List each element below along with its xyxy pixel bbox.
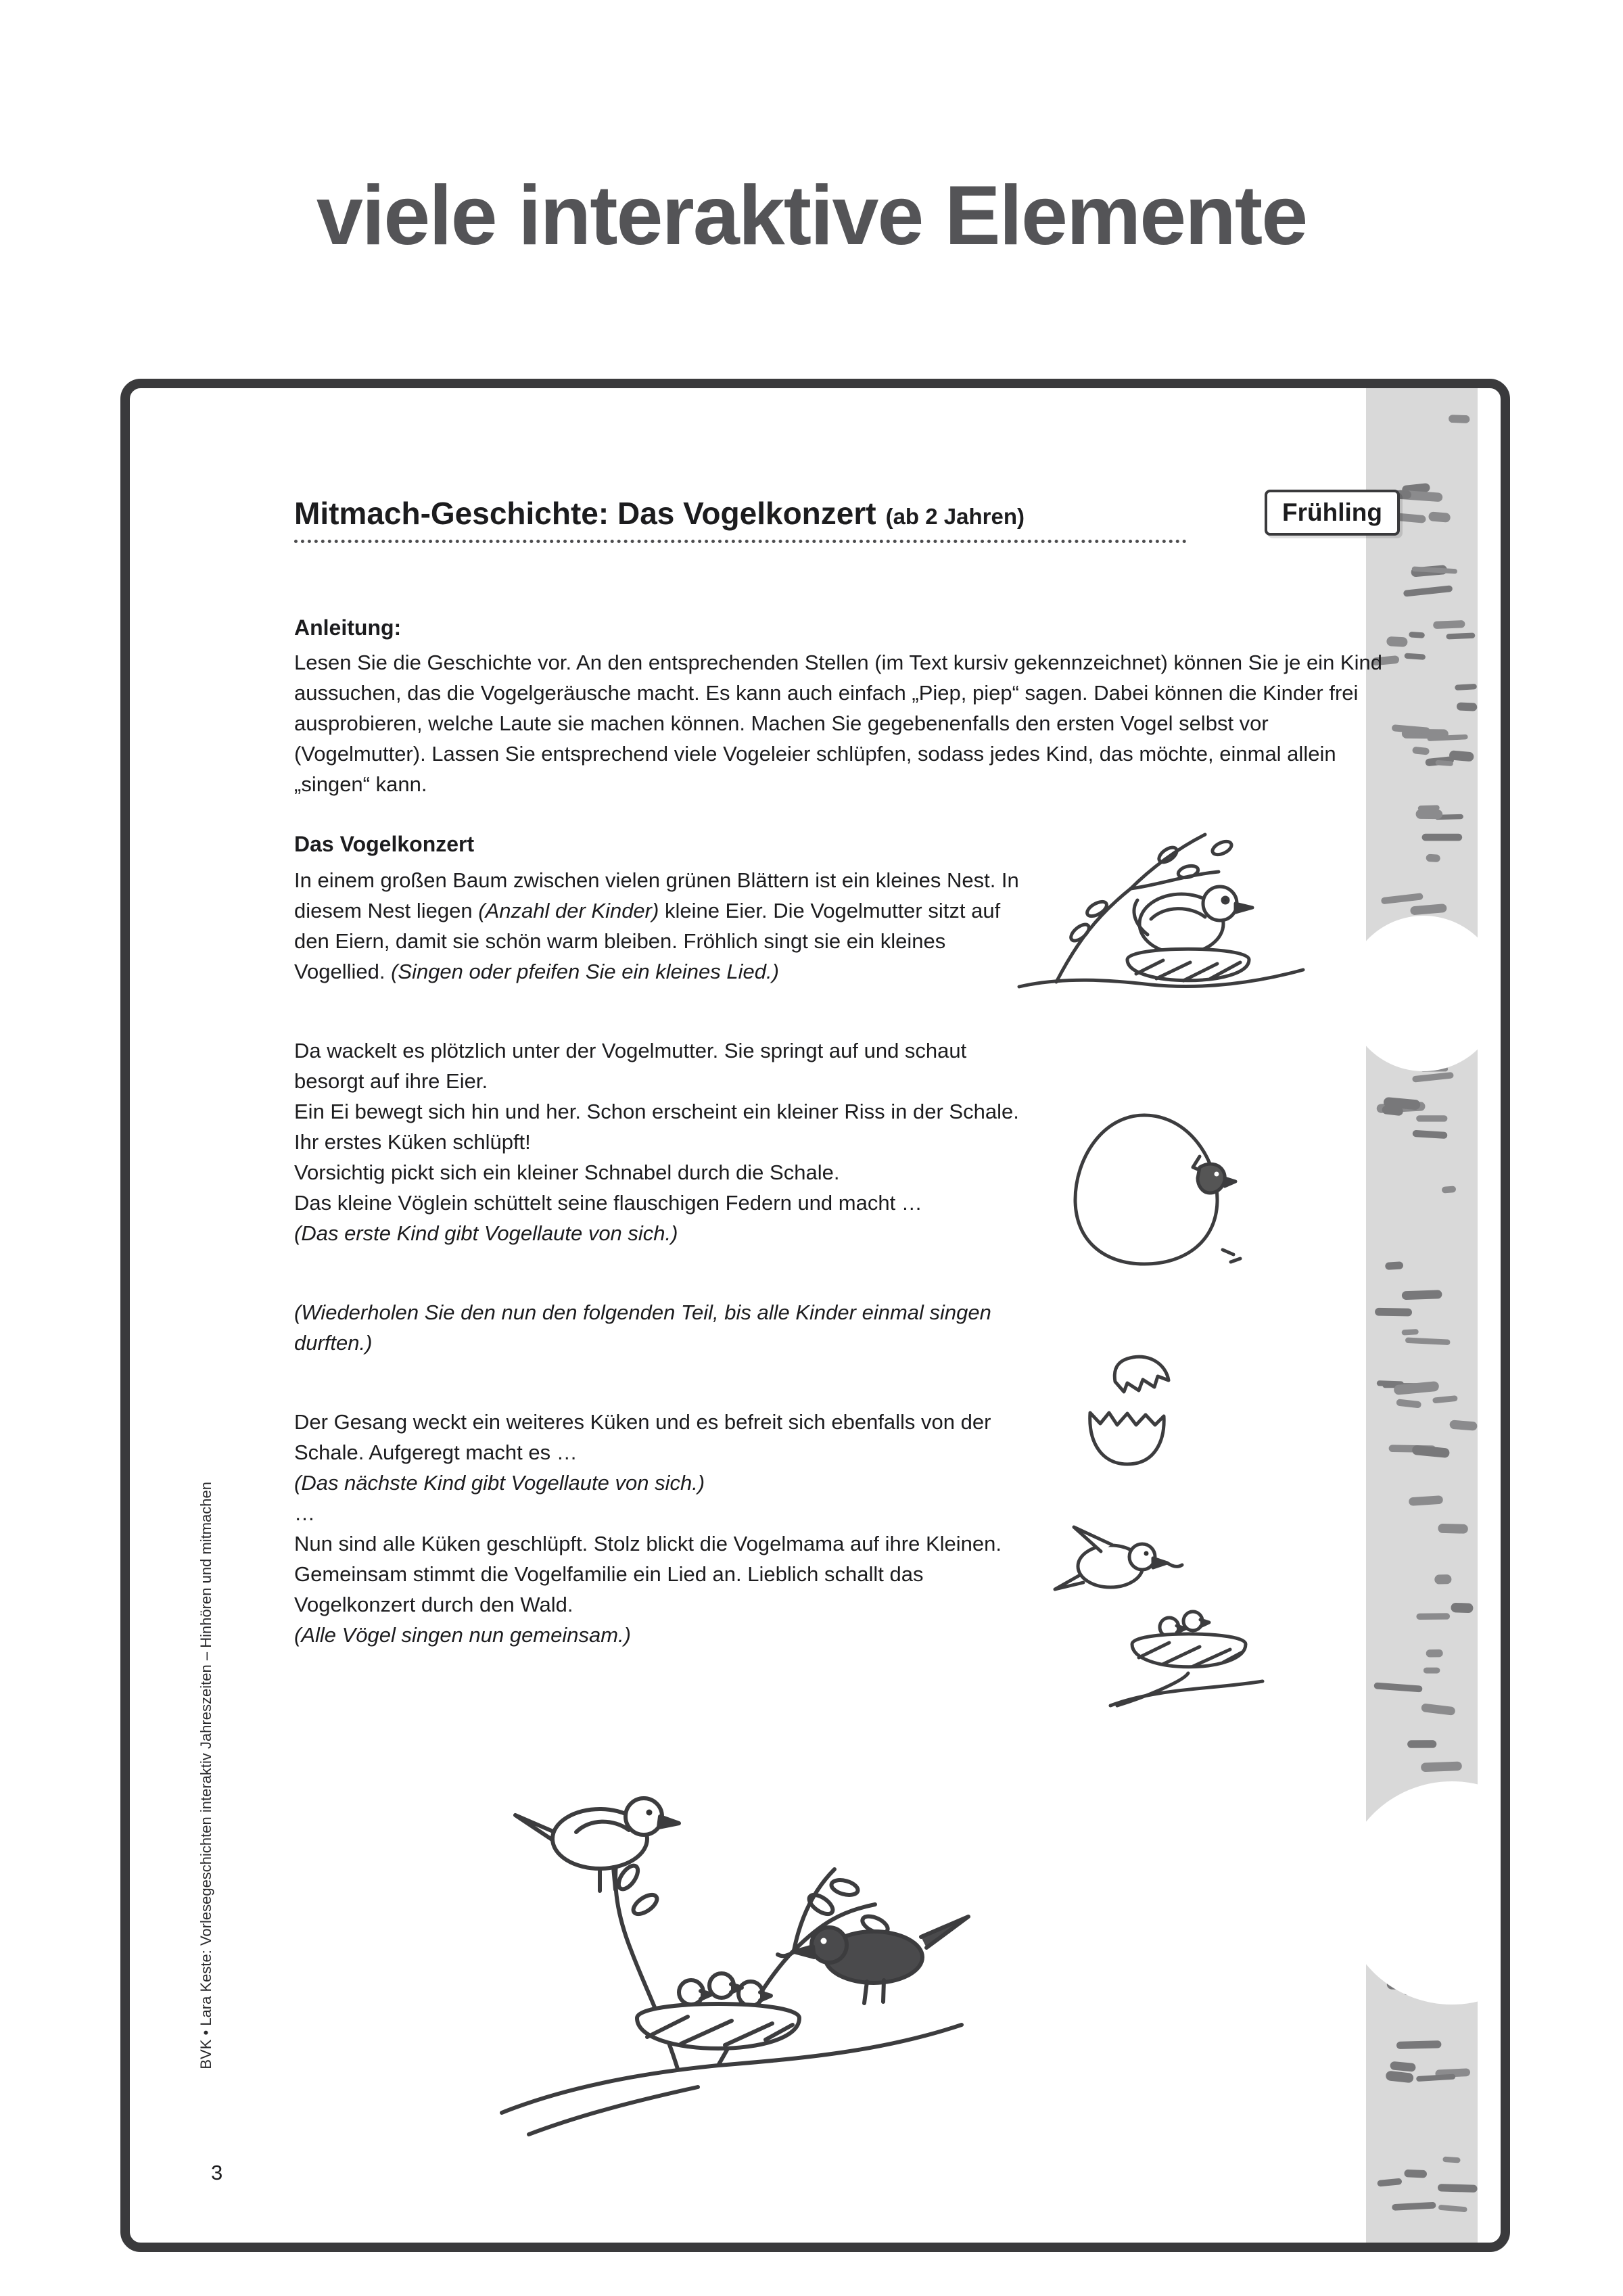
story-paragraph bbox=[294, 1407, 1025, 1650]
story-text: Da wackelt es plötzlich unter der Vogelmutter. Sie springt auf und schaut besorgt auf ihre Eier. Ein Ei bewegt sich hin und her. Schon erscheint ein kleiner Riss in der Schale. Ihr erstes Küken schlüpft! Vorsichtig pickt sich ein kleiner Schnabel durch die Schale. Das kleine Vöglein schüttelt seine flauschigen Federn und macht … bbox=[294, 1039, 1019, 1215]
bird-in-nest-illustration bbox=[1016, 807, 1307, 1024]
story-text: kleine Eier. Die Vogelmutter sitzt auf den Eiern, damit sie schön warm bleiben. Fröhlich singt sie ein kleines Vogellied. bbox=[294, 899, 1001, 983]
hatching-egg-illustration bbox=[1056, 1105, 1246, 1274]
bird-family-concert-illustration bbox=[475, 1734, 975, 2140]
story-stage-direction: (Anzahl der Kinder) bbox=[478, 899, 659, 922]
story-stage-direction: (Wiederholen Sie den nun den folgenden Teil, bis alle Kinder einmal singen durften.) bbox=[294, 1301, 991, 1355]
story-stage-direction: (Das nächste Kind gibt Vogellaute von sich.) bbox=[294, 1471, 705, 1495]
story-text: … Nun sind alle Küken geschlüpft. Stolz blickt die Vogelmama auf ihre Kleinen. Gemeinsam stimmt die Vogelfamilie ein Lied an. Lieblich schallt das Vogelkonzert durch den Wald. bbox=[294, 1501, 1002, 1616]
instructions-section bbox=[294, 615, 1390, 799]
story-paragraph bbox=[294, 865, 1025, 987]
story-text: In einem großen Baum zwischen vielen grünen Blättern ist ein kleines Nest. In diesem Nest liegen bbox=[294, 868, 1019, 922]
page-title: viele interaktive Elemente bbox=[316, 169, 1307, 262]
story-section bbox=[294, 832, 1025, 1699]
story-paragraph bbox=[294, 1297, 1025, 1358]
dotted-divider bbox=[294, 540, 1187, 543]
bird-feeding-nest-illustration bbox=[1009, 1511, 1266, 1720]
story-heading: Das Vogelkonzert bbox=[294, 832, 475, 856]
instructions-heading: Anleitung: bbox=[294, 615, 402, 640]
decorative-circle-top bbox=[1346, 916, 1501, 1071]
story-paragraph bbox=[294, 1035, 1025, 1248]
sidebar-credit: BVK • Lara Keste: Vorlesegeschichten interaktiv Jahreszeiten – Hinhören und mitmachen bbox=[197, 1482, 214, 2069]
worksheet-title: Mitmach-Geschichte: Das Vogelkonzert bbox=[294, 496, 876, 531]
story-text: Der Gesang weckt ein weiteres Küken und es befreit sich ebenfalls von der Schale. Aufgeregt macht es … bbox=[294, 1410, 991, 1464]
instructions-body: Lesen Sie die Geschichte vor. An den entsprechenden Stellen (im Text kursiv gekennzeichnet) können Sie je ein Kind aussuchen, das die Vogelgeräusche macht. Es kann auch einfach „Piep, piep“ sagen. Dabei können die Kinder frei ausprobieren, welche Laute sie machen können. Machen Sie gegebenenfalls den ersten Vogel selbst vor (Vogelmutter). Lassen Sie entsprechend viele Vogeleier schlüpfen, sodass jedes Kind, das möchte, einmal allein „singen“ kann. bbox=[294, 651, 1382, 796]
story-stage-direction: (Singen oder pfeifen Sie ein kleines Lied.) bbox=[391, 960, 779, 983]
broken-eggshell-illustration bbox=[1063, 1349, 1205, 1477]
story-paragraphs bbox=[294, 865, 1025, 1650]
season-badge: Frühling bbox=[1265, 490, 1400, 536]
page-number: 3 bbox=[211, 2161, 223, 2184]
story-stage-direction: (Das erste Kind gibt Vogellaute von sich.) bbox=[294, 1221, 678, 1245]
worksheet-sheet bbox=[120, 379, 1510, 2252]
worksheet-title-row bbox=[294, 495, 1254, 543]
story-stage-direction: (Alle Vögel singen nun gemeinsam.) bbox=[294, 1623, 631, 1647]
age-note: (ab 2 Jahren) bbox=[885, 504, 1025, 529]
